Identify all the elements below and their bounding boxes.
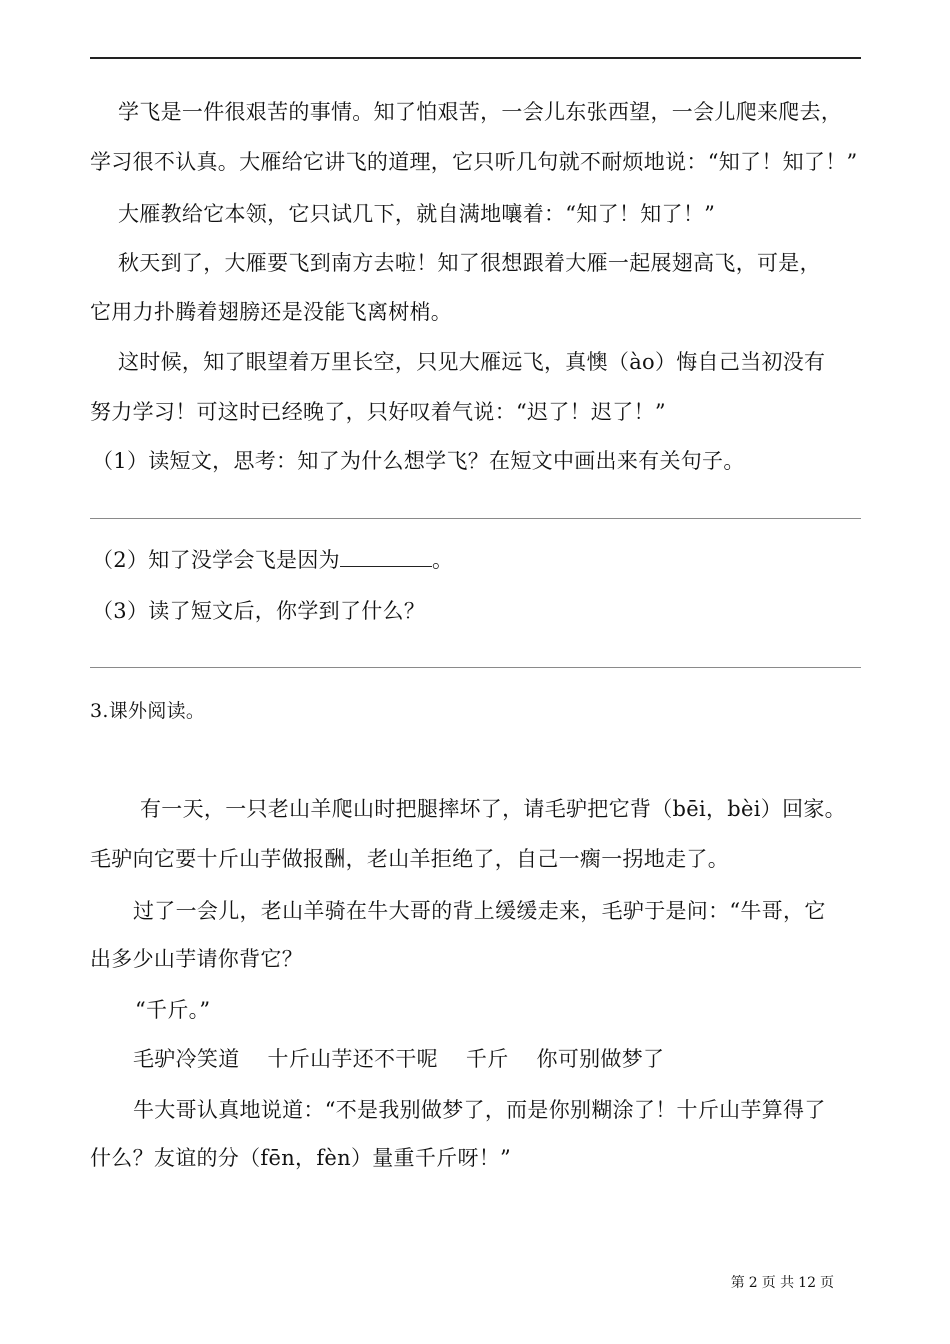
page-number: [729, 1274, 836, 1292]
total-pages: 12: [798, 1275, 816, 1291]
passage1-paragraph3-line1: 秋天到了，大雁要飞到南方去啦！知了很想跟着大雁一起展翅高飞，可是，: [118, 251, 821, 275]
question-2-suffix: 。: [431, 548, 454, 572]
page-prefix: 第: [730, 1275, 745, 1291]
page-suffix: 页: [820, 1275, 834, 1291]
passage1-paragraph2: 大雁教给它本领，它只试几下，就自满地嚷着：“知了！知了！”: [118, 202, 716, 226]
section-3-heading: 3.课外阅读。: [90, 700, 206, 722]
question-1: （1）读短文，思考：知了为什么想学飞？在短文中画出来有关句子。: [92, 449, 745, 473]
passage1-paragraph4-line1: 这时候，知了眼望着万里长空，只见大雁远飞，真懊（ào）悔自己当初没有: [118, 350, 826, 374]
question-3: （3）读了短文后，你学到了什么？: [92, 599, 426, 623]
section3-paragraph1-line2: 毛驴向它要十斤山芋做报酬，老山羊拒绝了，自己一瘸一拐地走了。: [90, 847, 729, 871]
dialogue-part-2: 十斤山芋还不干呢: [267, 1047, 438, 1071]
answer-line-1: [90, 518, 861, 519]
passage1-paragraph1-line2: 学习很不认真。大雁给它讲飞的道理，它只听几句就不耐烦地说：“知了！知了！”: [90, 150, 858, 174]
section3-paragraph2-line1: 过了一会儿，老山羊骑在牛大哥的背上缓缓走来，毛驴于是问：“牛哥，它: [133, 899, 826, 923]
section3-paragraph5-line2: 什么？友谊的分（fēn，fèn）量重千斤呀！”: [90, 1146, 512, 1170]
section3-paragraph4: [133, 1046, 664, 1072]
dialogue-part-1: 毛驴冷笑道: [133, 1047, 240, 1071]
page-middle: 页 共: [761, 1275, 795, 1291]
dialogue-part-3: 千斤: [465, 1047, 509, 1071]
passage1-paragraph4-line2: 努力学习！可这时已经晚了，只好叹着气说：“迟了！迟了！”: [90, 400, 666, 424]
passage1-paragraph1-line1: 学飞是一件很艰苦的事情。知了怕艰苦，一会儿东张西望，一会儿爬来爬去，: [118, 100, 843, 124]
header-rule: [90, 57, 861, 59]
dialogue-part-4: 你可别做梦了: [536, 1047, 665, 1071]
section3-paragraph2-line2: 出多少山芋请你背它？: [90, 947, 303, 971]
section3-paragraph3: “千斤。”: [135, 998, 211, 1022]
section3-paragraph1-line1: 有一天，一只老山羊爬山时把腿摔坏了，请毛驴把它背（bēi，bèi）回家。: [140, 797, 846, 821]
answer-line-2: [90, 667, 861, 668]
question-2: [92, 547, 453, 573]
current-page: 2: [748, 1275, 758, 1291]
passage1-paragraph3-line2: 它用力扑腾着翅膀还是没能飞离树梢。: [90, 300, 453, 324]
fill-in-blank[interactable]: [340, 548, 432, 567]
section3-paragraph5-line1: 牛大哥认真地说道：“不是我别做梦了，而是你别糊涂了！十斤山芋算得了: [133, 1098, 826, 1122]
question-2-prefix: （2）知了没学会飞是因为: [92, 548, 340, 572]
